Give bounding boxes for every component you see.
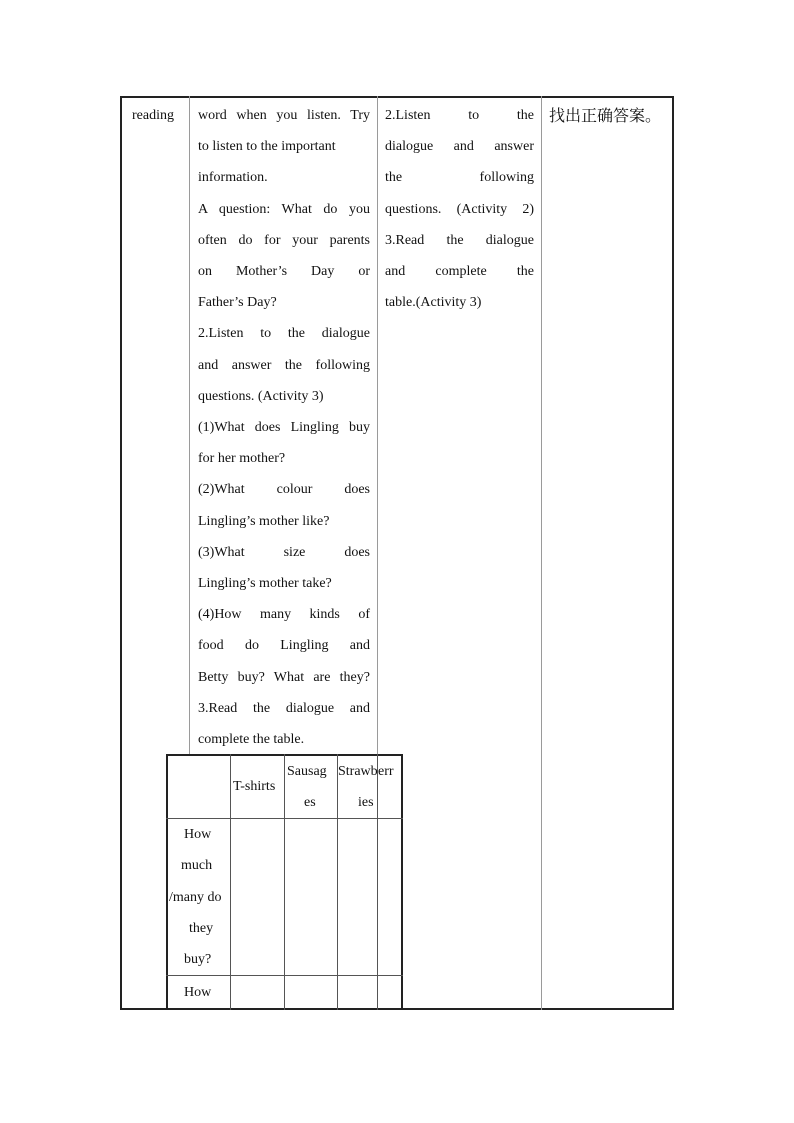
activity-line: information. (198, 170, 268, 186)
stage-column (132, 100, 186, 131)
answer-table-divider (230, 754, 231, 1010)
activity-line: 2.Listen to the dialogue (198, 326, 370, 342)
activity-line: word when you listen. Try (198, 108, 370, 123)
activity-line: food do Lingling and (198, 638, 370, 654)
header-strawberries-end: ies (358, 795, 374, 810)
row-label-line: /many do (169, 890, 222, 905)
student-column (385, 100, 534, 318)
activity-line: for her mother? (198, 451, 286, 467)
student-line: and complete the (385, 264, 534, 280)
row-label-line: buy? (184, 952, 212, 967)
activity-line: Betty buy? What are they? (198, 669, 370, 685)
student-line: 2.Listen to the (385, 108, 534, 123)
activity-line: Lingling’s mother like? (198, 513, 330, 529)
purpose-text: 找出正确答案。 (549, 106, 662, 125)
answer-table-divider (377, 754, 378, 1010)
activity-line: to listen to the important (198, 139, 336, 155)
activity-line: (3)What size does (198, 544, 370, 560)
answer-table-divider (284, 754, 285, 1010)
header-sausages-cont: es (304, 795, 316, 810)
column-divider (541, 96, 542, 1010)
activity-line: 3.Read the dialogue and (198, 700, 370, 716)
activity-line: (1)What does Lingling buy (198, 420, 370, 436)
header-tshirts: T-shirts (233, 779, 276, 794)
activity-line: (2)What colour does (198, 482, 370, 498)
activity-line: Father’s Day? (198, 295, 277, 311)
student-line: questions. (Activity 2) (385, 201, 534, 217)
student-line: dialogue and answer (385, 139, 534, 155)
student-line: table.(Activity 3) (385, 295, 482, 311)
stage-label: reading (132, 108, 174, 123)
activity-line: complete the table. (198, 732, 305, 748)
activity-line: often do for your parents (198, 232, 370, 248)
student-line: the following (385, 170, 534, 186)
row2-label: How (184, 985, 212, 1000)
row-label-line: much (181, 858, 213, 873)
activity-line: on Mother’s Day or (198, 264, 370, 280)
activity-line: Lingling’s mother take? (198, 576, 332, 592)
answer-table-row-line (166, 975, 403, 976)
answer-table-divider (337, 754, 338, 1010)
row-label-line: How (184, 827, 212, 842)
activity-line: questions. (Activity 3) (198, 388, 324, 404)
purpose-column (549, 100, 669, 131)
header-strawberries: Strawb (338, 764, 378, 779)
header-strawberries-cont: err (378, 764, 394, 779)
row-label-line: they (189, 921, 214, 936)
header-sausages: Sausag (287, 764, 327, 779)
activity-line: A question: What do you (198, 201, 370, 217)
activity-column (198, 100, 370, 755)
student-line: 3.Read the dialogue (385, 232, 534, 248)
activity-line: (4)How many kinds of (198, 607, 370, 623)
activity-line: and answer the following (198, 357, 370, 373)
